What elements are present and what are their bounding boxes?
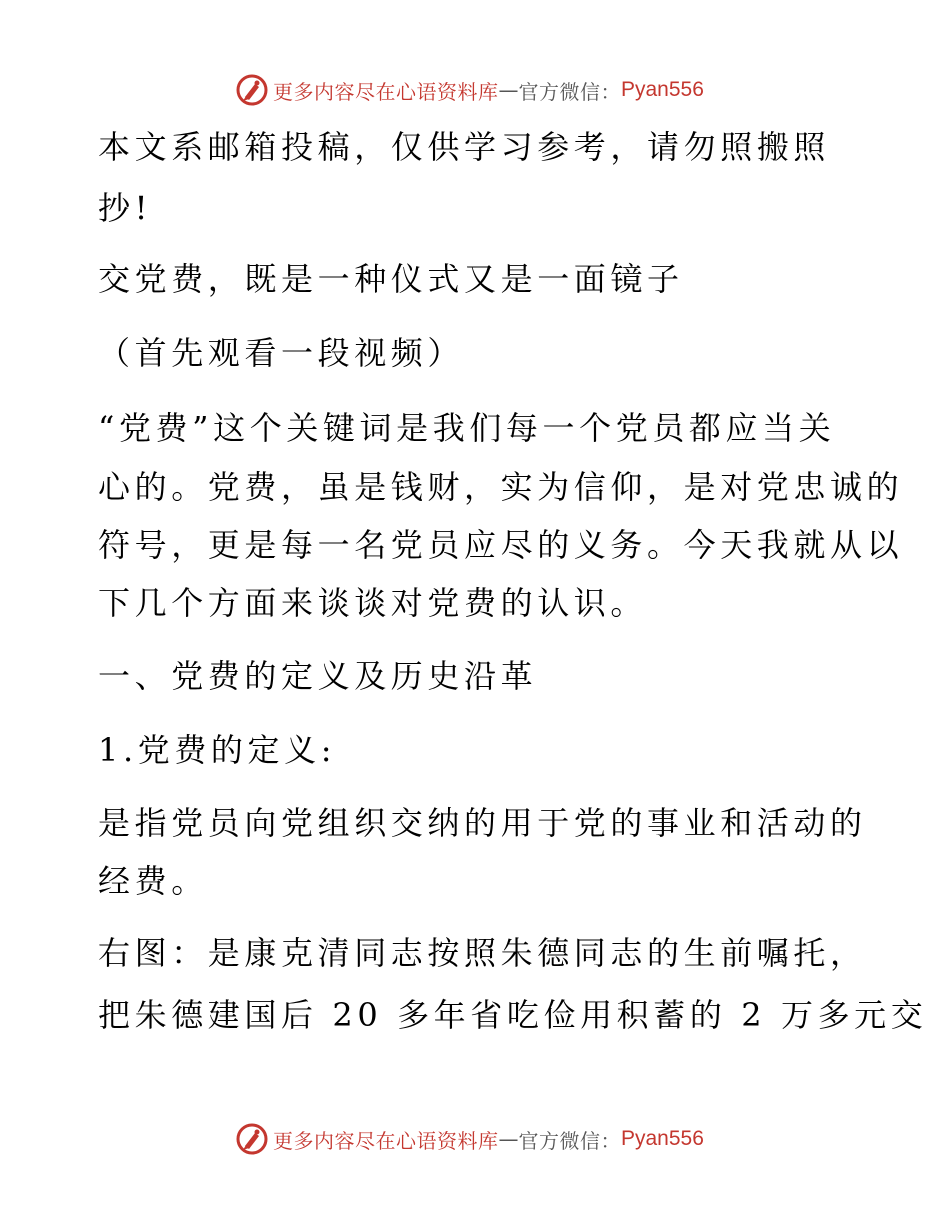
text-line-14: 把朱德建国后 20 多年省吃俭用积蓄的 2 万多元交: [98, 996, 928, 1034]
pen-logo-icon: [235, 1122, 269, 1156]
watermark-label: 官方微信：: [518, 1128, 621, 1153]
watermark-dash: —: [498, 1127, 519, 1151]
watermark-label: 官方微信：: [518, 79, 621, 104]
footer-watermark: [235, 1121, 755, 1157]
section-heading: 一、党费的定义及历史沿革: [98, 657, 538, 695]
text-line-4: （首先观看一段视频）: [98, 334, 465, 372]
text-line-7: 符号，更是每一名党员应尽的义务。今天我就从以: [98, 526, 904, 564]
subsection-heading: 1.党费的定义:: [98, 731, 337, 769]
text-line-1: 本文系邮箱投稿，仅供学习参考，请勿照搬照: [98, 128, 831, 166]
watermark-site-text: 更多内容尽在心语资料库: [273, 79, 499, 104]
watermark-id: Pyan556: [621, 78, 704, 101]
text-line-13: 右图：是康克清同志按照朱德同志的生前嘱托，: [98, 934, 867, 972]
text-line-11: 是指党员向党组织交纳的用于党的事业和活动的: [98, 804, 867, 842]
watermark-id: Pyan556: [621, 1127, 704, 1150]
text-line-3: 交党费，既是一种仪式又是一面镜子: [98, 260, 684, 298]
text-line-12: 经费。: [98, 862, 208, 900]
text-line-6: 心的。党费，虽是钱财，实为信仰，是对党忠诚的: [98, 468, 904, 506]
text-line-2: 抄!: [98, 189, 153, 227]
watermark-site-text: 更多内容尽在心语资料库: [273, 1128, 499, 1153]
pen-logo-icon: [235, 73, 269, 107]
text-line-8: 下几个方面来谈谈对党费的认识。: [98, 584, 648, 622]
text-line-5: “党费”这个关键词是我们每一个党员都应当关: [98, 409, 836, 447]
watermark-dash: —: [498, 78, 519, 102]
header-watermark: [235, 72, 755, 108]
